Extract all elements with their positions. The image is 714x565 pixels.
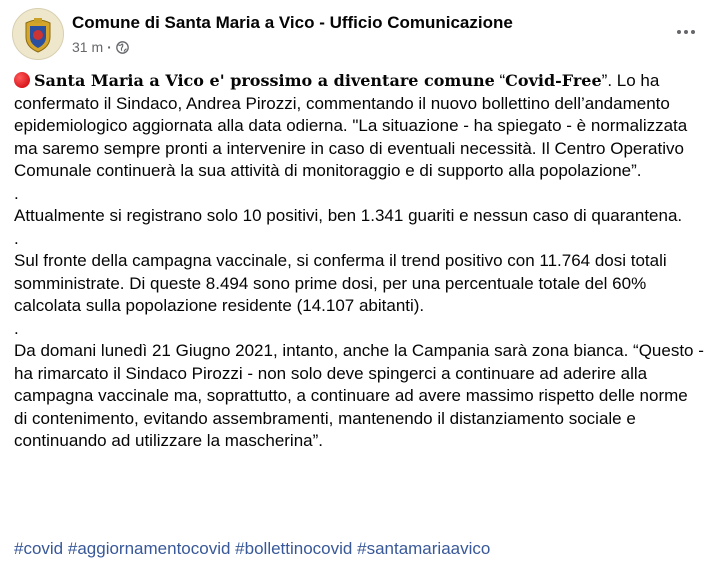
paragraph-positivi: Attualmente si registrano solo 10 positivi, ben 1.341 guariti e nessun caso di quarantena. <box>14 206 683 225</box>
separator-dot: . <box>14 228 19 248</box>
post-header <box>12 8 702 64</box>
paragraph-zona-bianca: Da domani lunedì 21 Giugno 2021, intanto, anche la Campania sarà zona bianca. “Questo - ha rimarcato il Sindaco Pirozzi - non solo deve spingerci a continuare ad aderire alla campagna vaccinale ma, soprattutto, a continuare ad avere massimo rispetto delle norme di contenimento, evitando assembramenti, mantenendo il distanziamento sociale e continuando ad utilizzare la mascherina”. <box>14 341 704 450</box>
page-name[interactable]: Comune di Santa Maria a Vico - Ufficio Comunicazione <box>72 13 513 32</box>
separator-dot: . <box>14 183 19 203</box>
hashtag-link[interactable]: #santamariaavico <box>357 539 491 558</box>
coat-of-arms-icon <box>13 9 63 59</box>
covid-free-text: Covid-Free <box>505 71 602 90</box>
hashtag-link[interactable]: #aggiornamentocovid <box>67 539 231 558</box>
lead-quote-open: “ <box>494 71 506 90</box>
post-timestamp[interactable]: 31 m <box>72 39 104 55</box>
red-circle-icon <box>14 72 30 88</box>
hashtag-list <box>14 538 490 560</box>
lead-bold-text: Santa Maria a Vico e' prossimo a diventare comune <box>34 71 495 90</box>
post-meta <box>72 39 129 55</box>
lead-rest-text: ”. Lo ha confermato il Sindaco, Andrea Pirozzi, commentando il nuovo bollettino dell’andamento epidemiologico aggiornata alla data odierna. "La situazione - ha spiegato - è normalizzata ma saremo sempre pronti a intervenire in caso di eventuali necessità. Il Centro Operativo Comunale continuerà la sua attività di monitoraggio e di supporto alla popolazione”. <box>14 71 688 180</box>
more-options-icon[interactable] <box>672 22 700 42</box>
globe-icon[interactable] <box>116 41 129 54</box>
paragraph-vaccini: Sul fronte della campagna vaccinale, si conferma il trend positivo con 11.764 dosi totali somministrate. Di queste 8.494 sono prime dosi, per una percentuale totale del 60% calcolata sulla popolazione residente (14.107 abitanti). <box>14 251 667 315</box>
page-avatar[interactable] <box>12 8 64 60</box>
post-body <box>14 70 704 453</box>
meta-separator: · <box>107 39 112 55</box>
separator-dot: . <box>14 318 19 338</box>
paragraph-intro <box>14 70 704 183</box>
hashtag-link[interactable]: #bollettinocovid <box>235 539 353 558</box>
hashtag-link[interactable]: #covid <box>14 539 64 558</box>
